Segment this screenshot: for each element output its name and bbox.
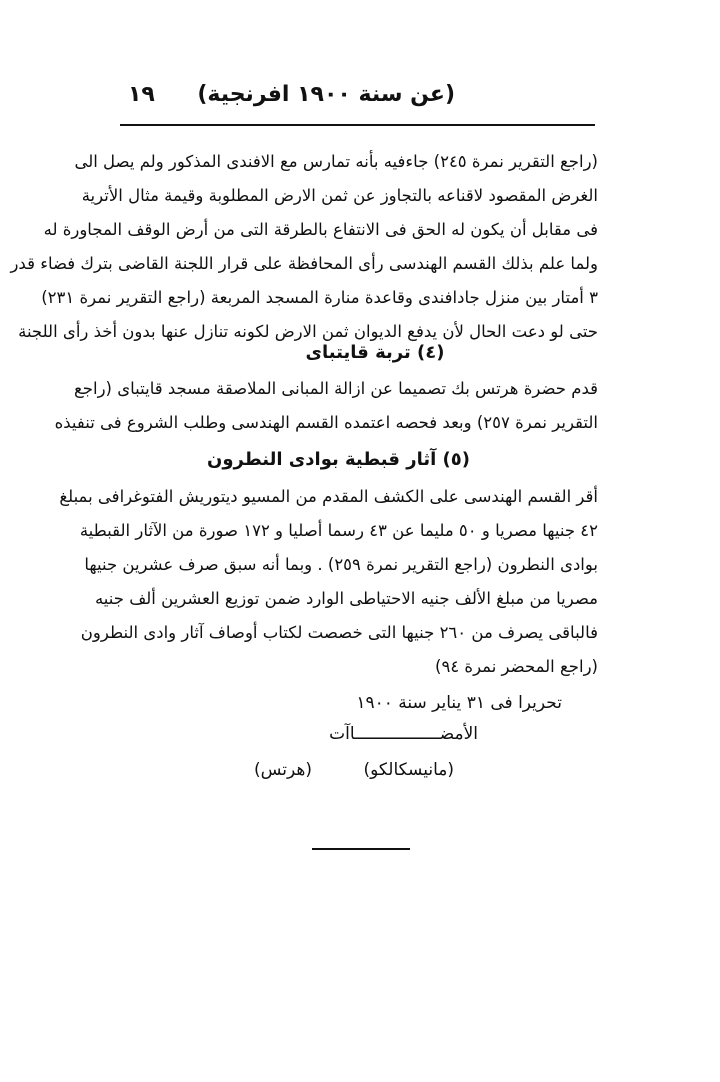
paragraph-line: فى مقابل أن يكون له الحق فى الانتفاع بالطرقة التى من أرض الوقف المجاورة له bbox=[43, 220, 598, 239]
paragraph-line: ٣ أمتار بين منزل جادافندى وقاعدة منارة المسجد المربعة (راجع التقرير نمرة ٢٣١) bbox=[41, 288, 598, 307]
paragraph-line: ٤٢ جنيها مصريا و ٥٠ مليما عن ٤٣ رسما أصليا و ١٧٢ صورة من الآثار القبطية bbox=[79, 521, 598, 540]
date-line: تحريرا فى ٣١ يناير سنة ١٩٠٠ bbox=[356, 693, 562, 713]
paragraph-line: حتى لو دعت الحال لأن يدفع الديوان ثمن الارض لكونه تنازل عنها بدون أخذ رأى اللجنة bbox=[18, 322, 598, 341]
header-rule bbox=[120, 124, 595, 126]
header-title: (عن سنة ١٩٠٠ افرنجية) bbox=[197, 82, 455, 107]
paragraph-line: الغرض المقصود لاقناعه بالتجاوز عن ثمن الارض المطلوبة وقيمة مثال الأترية bbox=[81, 186, 598, 205]
paragraph-1 bbox=[10, 145, 598, 349]
signature-herz: (هرتس) bbox=[253, 760, 312, 780]
paragraph-line: (راجع المحضر نمرة ٩٤) bbox=[435, 657, 598, 676]
page-header bbox=[120, 80, 595, 124]
footer-rule bbox=[312, 848, 410, 850]
paragraph-line: أقر القسم الهندسى على الكشف المقدم من المسيو ديتوريش الفتوغرافى بمبلغ bbox=[59, 487, 598, 506]
section-4-heading: (٤) تربة قايتباى bbox=[305, 342, 445, 363]
paragraph-line: ولما علم بذلك القسم الهندسى رأى المحافظة على قرار اللجنة القاضى بترك فضاء قدر bbox=[10, 254, 598, 273]
page-number: ١٩ bbox=[128, 82, 155, 107]
section-5-body bbox=[59, 480, 598, 684]
paragraph-line: مصريا من مبلغ الألف جنيه الاحتياطى الوارد ضمن توزيع العشرين ألف جنيه bbox=[94, 589, 598, 608]
section-5-heading: (٥) آثار قبطية بوادى النطرون bbox=[206, 449, 470, 470]
paragraph-line: فالباقى يصرف من ٢٦٠ جنيها التى خصصت لكتاب أوصاف آثار وادى النطرون bbox=[80, 623, 598, 642]
paragraph-line: التقرير نمرة ٢٥٧) وبعد فحصه اعتمده القسم الهندسى وطلب الشروع فى تنفيذه bbox=[54, 413, 598, 432]
paragraph-line: (راجع التقرير نمرة ٢٤٥) جاءفيه بأنه تمارس مع الافندى المذكور ولم يصل الى bbox=[74, 152, 598, 171]
section-4-body bbox=[54, 372, 598, 440]
signatories-label: الأمضـــــــــــــــــاآت bbox=[329, 724, 478, 744]
paragraph-line: قدم حضرة هرتس بك تصميما عن ازالة المبانى الملاصقة مسجد قايتباى (راجع bbox=[74, 379, 598, 398]
signature-maniscalco: (مانيسكالكو) bbox=[363, 760, 454, 780]
paragraph-line: بوادى النطرون (راجع التقرير نمرة ٢٥٩) . وبما أنه سبق صرف عشرين جنيها bbox=[84, 555, 598, 574]
